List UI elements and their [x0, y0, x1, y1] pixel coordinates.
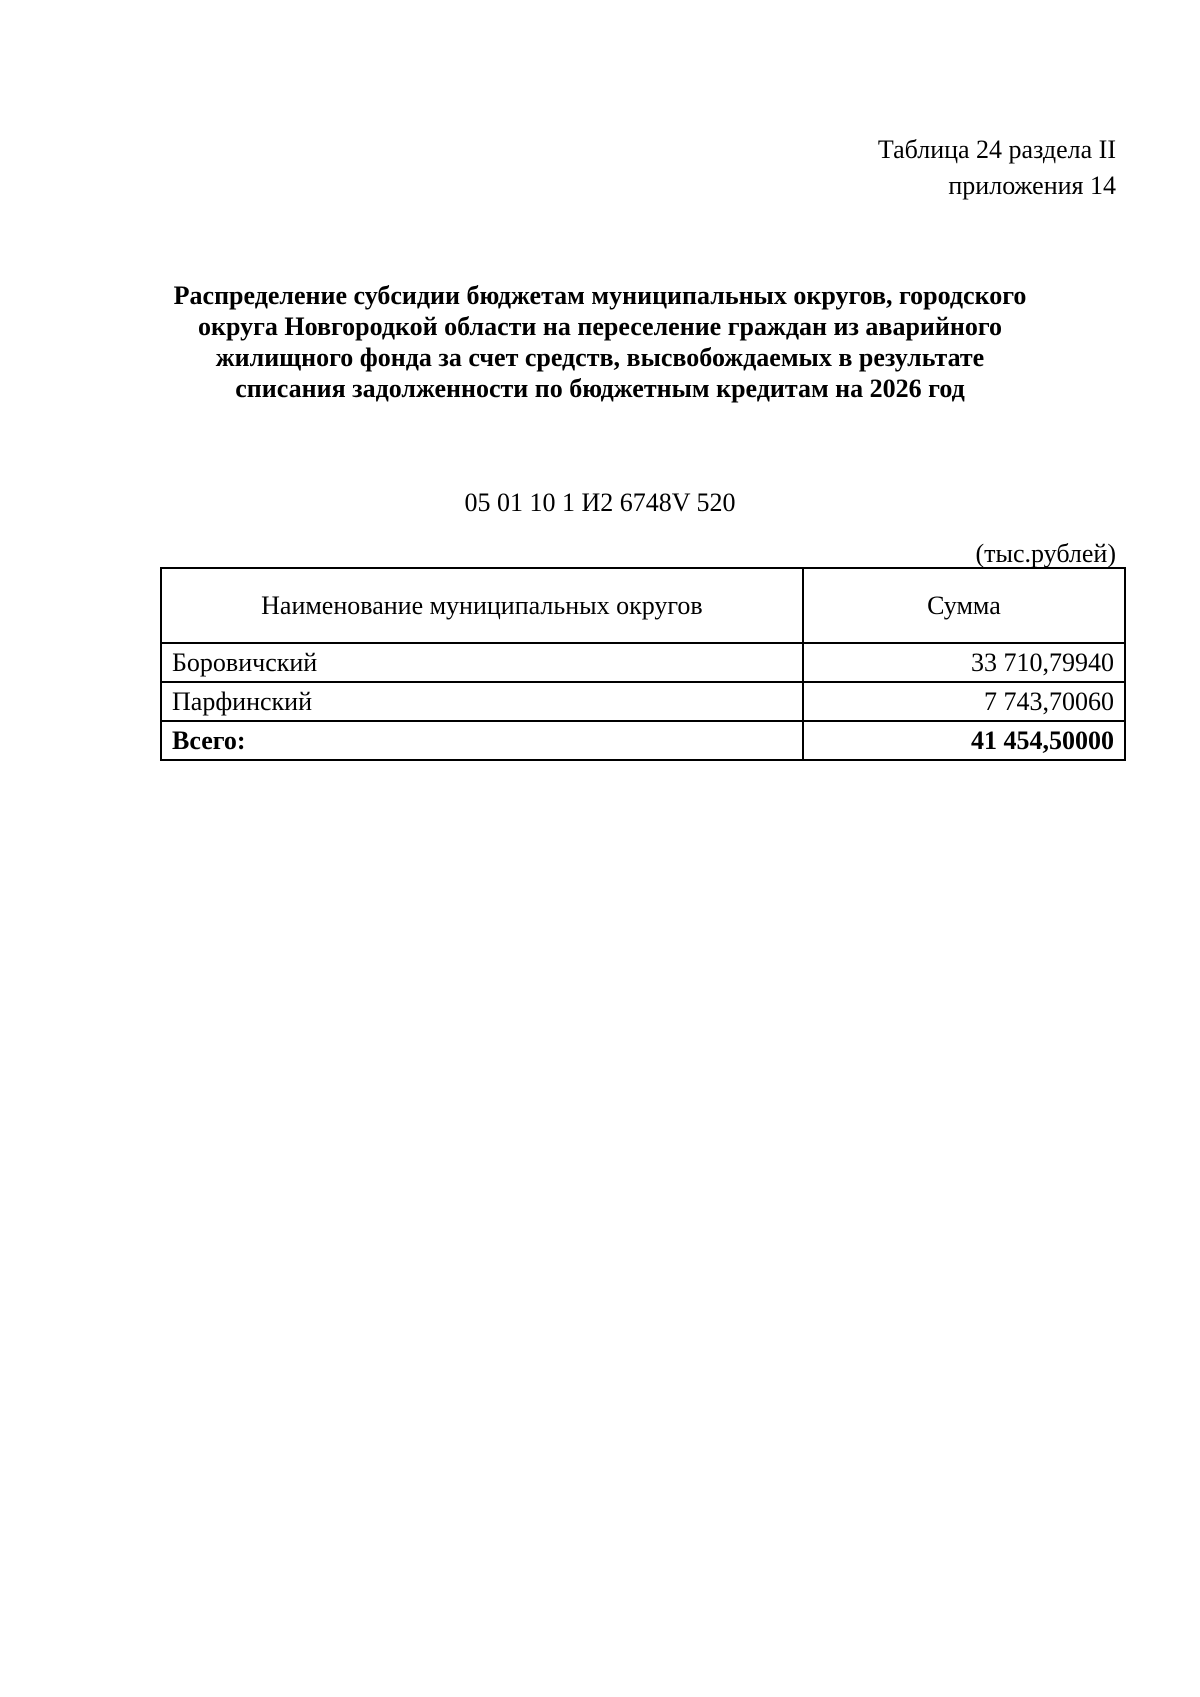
document-title	[150, 280, 1050, 404]
column-header-name: Наименование муниципальных округов	[161, 568, 803, 643]
total-label-cell: Всего:	[161, 721, 803, 760]
row-sum-cell: 7 743,70060	[803, 682, 1125, 721]
reference-line-table: Таблица 24 раздела II	[877, 135, 1116, 164]
column-header-sum: Сумма	[803, 568, 1125, 643]
table-row	[161, 643, 1125, 682]
total-sum-cell: 41 454,50000	[803, 721, 1125, 760]
table-header-row	[161, 568, 1125, 643]
row-name-cell: Боровичский	[161, 643, 803, 682]
table-reference-header	[878, 132, 1116, 204]
budget-classification-code: 05 01 10 1 И2 6748V 520	[464, 488, 736, 517]
table-row	[161, 682, 1125, 721]
distribution-table	[160, 567, 1126, 761]
title-line-2: округа Новгородкой области на переселение граждан из аварийного	[197, 312, 1003, 341]
title-line-4: списания задолженности по бюджетным кредитам на 2026 год	[235, 374, 965, 403]
title-line-1: Распределение субсидии бюджетам муниципальных округов, городского	[173, 281, 1027, 310]
table-total-row	[161, 721, 1125, 760]
title-line-3: жилищного фонда за счет средств, высвобождаемых в результате	[215, 343, 985, 372]
unit-note: (тыс.рублей)	[975, 539, 1116, 568]
row-name-cell: Парфинский	[161, 682, 803, 721]
row-sum-cell: 33 710,79940	[803, 643, 1125, 682]
reference-line-appendix: приложения 14	[948, 171, 1116, 200]
